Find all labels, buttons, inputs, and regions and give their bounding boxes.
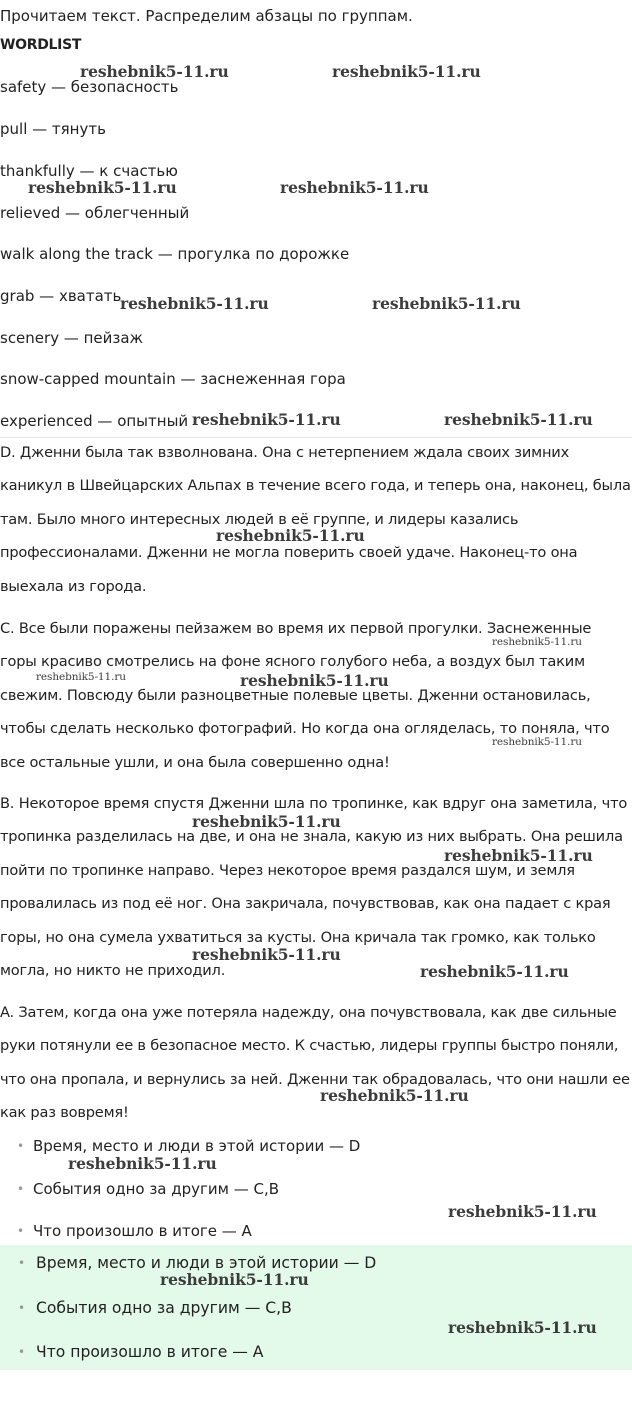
watermark: reshebnik5-11.ru xyxy=(120,294,269,313)
answer-text: Время, место и люди в этой истории — D xyxy=(33,1137,361,1155)
watermark: reshebnik5-11.ru xyxy=(320,1086,469,1105)
answer-list xyxy=(0,1136,360,1241)
answer-text: События одно за другим — C,B xyxy=(36,1299,292,1317)
watermark: reshebnik5-11.ru xyxy=(280,178,429,197)
watermark: reshebnik5-11.ru xyxy=(192,410,341,429)
watermark: reshebnik5-11.ru xyxy=(448,1318,597,1337)
wordlist-item: snow-capped mountain — заснеженная гора xyxy=(0,370,346,388)
watermark: reshebnik5-11.ru xyxy=(420,962,569,981)
watermark: reshebnik5-11.ru xyxy=(68,1154,217,1173)
bullet-icon: • xyxy=(17,1224,25,1238)
story-paragraph-a: A. Затем, когда она уже потеряла надежду, она почувствовала, как две сильные руки потянули ее в безопасное место. К счастью, лидеры группы быстро поняли, что она пропала, и вернулись за ней. Дженни так обрадовалась, что они нашли ее как раз вовремя! xyxy=(0,1004,630,1122)
wordlist-item: relieved — облегченный xyxy=(0,204,190,222)
answer-item xyxy=(0,1221,360,1241)
watermark: reshebnik5-11.ru xyxy=(448,1202,597,1221)
wordlist-item: walk along the track — прогулка по дорожке xyxy=(0,245,350,263)
wordlist-item: safety — безопасность xyxy=(0,78,179,96)
wordlist-item: pull — тянуть xyxy=(0,120,106,138)
answer-text: События одно за другим — C,B xyxy=(33,1180,280,1198)
answer-text: Что произошло в итоге — A xyxy=(36,1343,264,1361)
bullet-icon: • xyxy=(18,1345,26,1359)
watermark: reshebnik5-11.ru xyxy=(332,62,481,81)
watermark: reshebnik5-11.ru xyxy=(192,945,341,964)
watermark: reshebnik5-11.ru xyxy=(36,671,126,683)
watermark: reshebnik5-11.ru xyxy=(492,636,582,648)
wordlist-item: experienced — опытный xyxy=(0,412,189,430)
wordlist-item: thankfully — к счастью xyxy=(0,162,178,180)
bullet-icon: • xyxy=(18,1301,26,1315)
watermark: reshebnik5-11.ru xyxy=(372,294,521,313)
watermark: reshebnik5-11.ru xyxy=(160,1270,309,1289)
bullet-icon: • xyxy=(18,1256,26,1270)
answer-text: Время, место и люди в этой истории — D xyxy=(36,1254,377,1272)
story-paragraph-c: C. Все были поражены пейзажем во время их первой прогулки. Заснеженные горы красиво смотрелись на фоне ясного голубого неба, а воздух был таким свежим. Повсюду были разноцветные полевые цветы. Дженни остановилась, чтобы сделать несколько фотографий. Но когда она огляделась, то поняла, что все остальные ушли, и она была совершенно одна! xyxy=(0,620,610,771)
watermark: reshebnik5-11.ru xyxy=(80,62,229,81)
bullet-icon: • xyxy=(17,1182,25,1196)
answer-item xyxy=(0,1342,376,1362)
watermark: reshebnik5-11.ru xyxy=(28,178,177,197)
story-paragraph-d: D. Дженни была так взволнована. Она с нетерпением ждала своих зимних каникул в Швейцарских Альпах в течение всего года, и теперь она, наконец, была там. Было много интересных людей в её группе, и лидеры казались профессионалами. Дженни не могла поверить своей удаче. Наконец-то она выехала из города. xyxy=(0,444,631,595)
watermark: reshebnik5-11.ru xyxy=(444,410,593,429)
watermark: reshebnik5-11.ru xyxy=(192,812,341,831)
wordlist-title: WORDLIST xyxy=(0,37,82,53)
answer-item xyxy=(0,1179,360,1221)
watermark: reshebnik5-11.ru xyxy=(216,526,365,545)
watermark: reshebnik5-11.ru xyxy=(492,736,582,748)
wordlist-item: grab — хватать xyxy=(0,287,122,305)
watermark: reshebnik5-11.ru xyxy=(240,671,389,690)
bullet-icon: • xyxy=(17,1139,25,1153)
wordlist-item: scenery — пейзаж xyxy=(0,329,144,347)
intro-text: Прочитаем текст. Распределим абзацы по группам. xyxy=(0,7,413,25)
answer-text: Что произошло в итоге — A xyxy=(33,1222,252,1240)
watermark: reshebnik5-11.ru xyxy=(444,846,593,865)
answer-item xyxy=(0,1298,376,1342)
story-paragraph-b: B. Некоторое время спустя Дженни шла по тропинке, как вдруг она заметила, что тропинка разделилась на две, и она не знала, какую из них выбрать. Она решила пойти по тропинке направо. Через некоторое время раздался шум, и земля провалилась из под её ног. Она закричала, почувствовав, как она падает с края горы, но она сумела ухватиться за кусты. Она кричала так громко, как только могла, но никто не приходил. xyxy=(0,795,628,980)
